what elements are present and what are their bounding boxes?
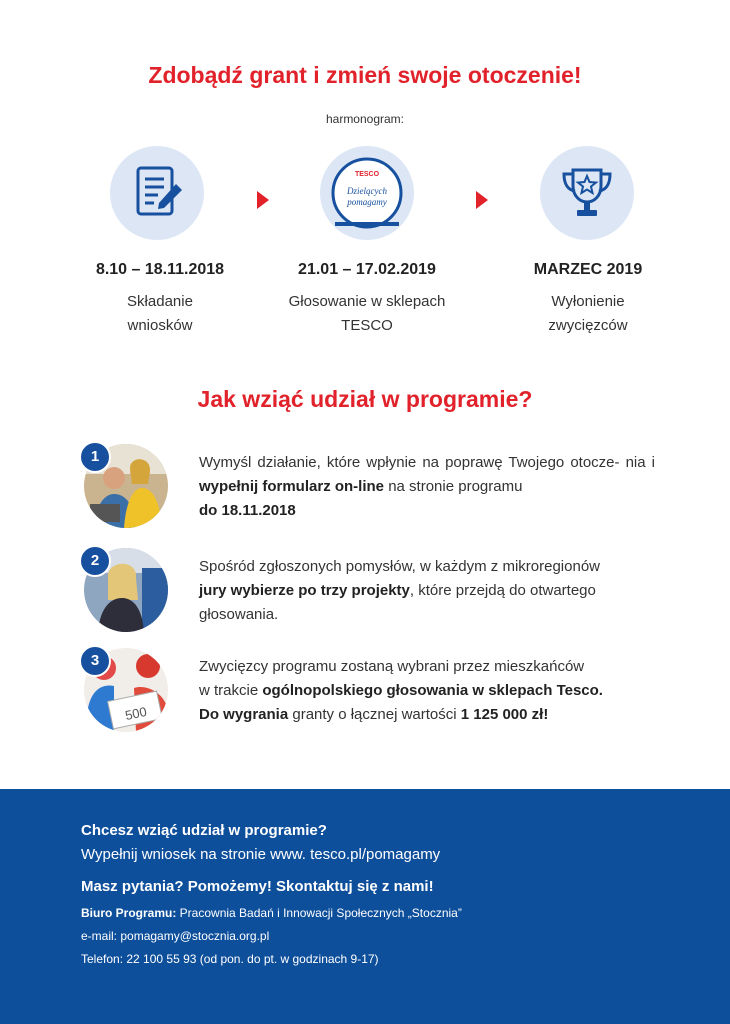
how-to-step-2-text: [199, 555, 655, 627]
schedule-step-3-line1: Wyłonienie: [551, 293, 625, 310]
email-value[interactable]: pomagamy@stocznia.org.pl: [120, 929, 270, 943]
text-bold: Do wygrania: [199, 706, 289, 723]
logo-small-text: TESCO: [354, 171, 380, 178]
step-number-badge: 2: [79, 545, 111, 577]
step-number-badge: 1: [79, 441, 111, 473]
page-title: Zdobądź grant i zmień swoje otoczenie!: [148, 62, 582, 88]
text-bold: do 18.11.2018: [199, 502, 296, 519]
phone-value: 22 100 55 93 (od pon. do pt. w godzinach 9-17): [126, 952, 379, 966]
schedule-step-2-desc: [267, 290, 467, 338]
how-to-title: Jak wziąć udział w programie?: [197, 386, 533, 412]
phone-label: Telefon:: [81, 952, 127, 966]
schedule-step-1-date: 8.10 – 18.11.2018: [95, 261, 225, 278]
text-span: , które przejdą do otwartego: [409, 582, 596, 599]
arrow-right-icon: [476, 191, 488, 209]
schedule-step-3-desc: [488, 290, 688, 338]
check-amount-text: 500: [123, 703, 149, 724]
text-span: głosowania.: [199, 606, 279, 623]
schedule-step-2-line2: TESCO: [341, 317, 393, 334]
text-bold: jury wybierze po trzy projekty: [199, 582, 410, 599]
office-value: Pracownia Badań i Innowacji Społecznych „Stocznia”: [176, 906, 462, 920]
schedule-step-1-line2: wniosków: [127, 317, 193, 334]
email-label: e-mail:: [81, 929, 121, 943]
schedule-step-1-desc: [60, 290, 260, 338]
footer-email: [81, 929, 269, 943]
text-span: Wymyśl działanie, które wpłynie na poprawę Twojego otocze-: [199, 454, 620, 471]
svg-text:Dzielących: Dzielących: [347, 186, 387, 196]
text-span: nia i: [625, 454, 655, 471]
text-span: Zwycięzcy programu zostaną wybrani przez mieszkańców: [199, 658, 585, 675]
text-bold: 1 125 000 zł!: [460, 706, 549, 723]
contact-footer: [0, 789, 730, 1024]
schedule-step-1-line1: Składanie: [127, 293, 193, 310]
document-form-icon: [110, 146, 204, 240]
schedule-step-3-circle: [540, 146, 634, 240]
step-number-badge: 3: [79, 645, 111, 677]
footer-office: [81, 906, 462, 920]
schedule-step-2-date: 21.01 – 17.02.2019: [298, 261, 436, 278]
trophy-icon: [540, 146, 634, 240]
text-bold: wypełnij formularz on-line: [199, 478, 385, 495]
footer-fill-instructions: Wypełnij wniosek na stronie www. tesco.pl/pomagamy: [81, 846, 441, 863]
office-label: Biuro Programu:: [81, 906, 177, 920]
how-to-step-3-text: [199, 655, 655, 727]
footer-help-heading: Masz pytania? Pomożemy! Skontaktuj się z nami!: [81, 878, 434, 895]
footer-question: Chcesz wziąć udział w programie?: [81, 822, 327, 839]
footer-phone: [81, 952, 379, 966]
schedule-label: harmonogram:: [325, 112, 405, 126]
text-span: na stronie programu: [384, 478, 523, 495]
text-span: Spośród zgłoszonych pomysłów, w każdym z mikroregionów: [199, 558, 600, 575]
text-span: w trakcie: [199, 682, 263, 699]
arrow-right-icon: [257, 191, 269, 209]
schedule-step-2-line1: Głosowanie w sklepach: [288, 293, 446, 310]
schedule-step-3-date: MARZEC 2019: [533, 261, 643, 278]
schedule-step-2-circle: [320, 146, 414, 240]
schedule-step-3-line2: zwycięzców: [548, 317, 628, 334]
how-to-step-1-text: [199, 451, 655, 523]
schedule-step-1-circle: [110, 146, 204, 240]
text-bold: ogólnopolskiego głosowania w sklepach Tesco.: [262, 682, 603, 699]
tesco-pomagamy-logo: [320, 146, 414, 240]
text-span: granty o łącznej wartości: [288, 706, 461, 723]
svg-text:pomagamy: pomagamy: [347, 197, 387, 207]
